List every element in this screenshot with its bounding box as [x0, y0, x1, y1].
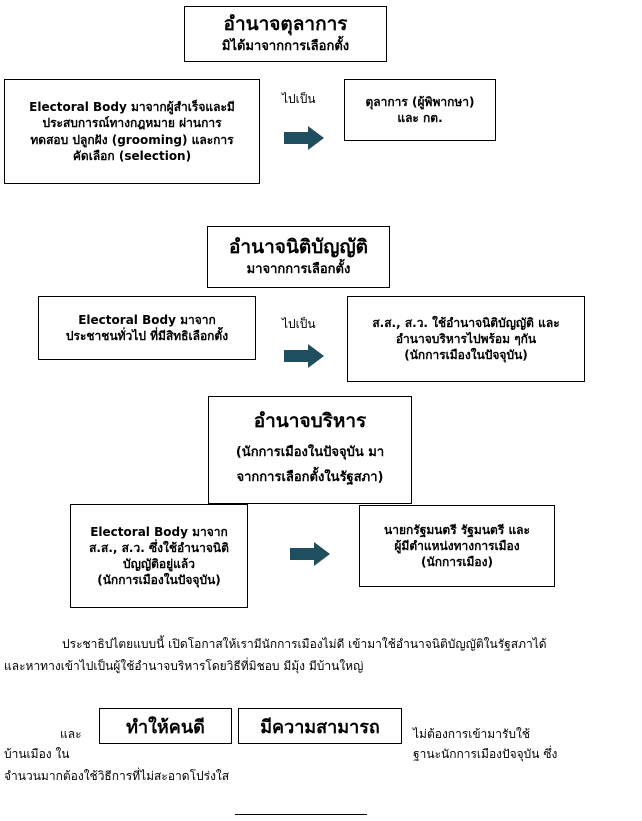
executive-source-line: ส.ส., ส.ว. ซึ่งใช้อำนาจนิติ	[89, 540, 229, 555]
judicial-target-box	[344, 79, 496, 141]
bottom-left-line: บ้านเมือง ใน	[4, 747, 70, 761]
right-arrow-icon	[284, 126, 324, 150]
judicial-title: อำนาจตุลาการ	[223, 13, 348, 36]
legislative-target-box	[347, 296, 585, 382]
capable-box: มีความสามารถ	[238, 708, 402, 744]
judicial-target-line: และ กต.	[397, 111, 443, 125]
executive-source-box	[70, 504, 248, 608]
judicial-subtitle: มิได้มาจากการเลือกตั้ง	[221, 39, 350, 55]
right-arrow-icon	[284, 344, 324, 368]
executive-target-line: นายกรัฐมนตรี รัฐมนตรี และ	[384, 522, 530, 537]
bottom-right-line: ไม่ต้องการเข้ามารับใช้	[413, 727, 531, 741]
legislative-subtitle: มาจากการเลือกตั้ง	[246, 262, 351, 278]
judicial-source-line: ประสบการณ์ทางกฎหมาย ผ่านการ	[42, 116, 222, 131]
legislative-target-line: ส.ส., ส.ว. ใช้อำนาจนิติบัญญัติ และ	[372, 315, 560, 330]
judicial-becomes-label: ไปเป็น	[282, 92, 316, 106]
executive-subtitle-line: (นักการเมืองในปัจจุบัน มา	[235, 445, 385, 461]
paragraph-line: ประชาธิปไตยแบบนี้ เปิดโอกาสให้เรามีนักการเมืองไม่ดี เข้ามาใช้อำนาจนิติบัญญัติในรัฐสภาได้	[62, 637, 547, 651]
executive-target-box	[359, 505, 555, 587]
judicial-source-line: คัดเลือก (selection)	[72, 148, 192, 163]
legislative-source-line: ประชาชนทั่วไป ที่มีสิทธิเลือกตั้ง	[65, 329, 229, 343]
legislative-title: อำนาจนิติบัญญัติ	[229, 236, 368, 259]
legislative-target-line: อำนาจบริหารไปพร้อม ๆกัน	[395, 331, 537, 346]
right-arrow-icon	[290, 542, 330, 566]
good-people-box: ทำให้คนดี	[99, 708, 232, 744]
judicial-source-line: ทดสอบ ปลูกฝัง (grooming) และการ	[30, 132, 234, 147]
paragraph-line: และหาทางเข้าไปเป็นผู้ใช้อำนาจบริหารโดยวิธีที่มิชอบ มีมุ้ง มีบ้านใหญ่	[4, 659, 364, 673]
legislative-target-line: (นักการเมืองในปัจจุบัน)	[404, 348, 528, 363]
bottom-left-line: จำนวนมากต้องใช้วิธีการที่ไม่สะอาดโปร่งใส	[4, 769, 230, 783]
executive-source-line: (นักการเมืองในปัจจุบัน)	[97, 573, 221, 588]
executive-title-box	[208, 396, 412, 504]
footer-divider	[235, 814, 367, 815]
executive-target-line: (นักการเมือง)	[421, 555, 493, 570]
bottom-and-label: และ	[60, 727, 82, 741]
judicial-source-line: Electoral Body มาจากผู้สำเร็จและมี	[29, 100, 235, 115]
executive-source-line: Electoral Body มาจาก	[90, 524, 228, 539]
executive-target-line: ผู้มีตำแหน่งทางการเมือง	[394, 538, 520, 553]
legislative-source-line: Electoral Body มาจาก	[78, 312, 216, 327]
bottom-right-line: ฐานะนักการเมืองปัจจุบัน ซึ่ง	[413, 747, 558, 761]
legislative-becomes-label: ไปเป็น	[282, 317, 316, 331]
judicial-title-box	[184, 6, 387, 62]
executive-title: อำนาจบริหาร	[253, 410, 367, 433]
executive-source-line: บัญญัติอยู่แล้ว	[123, 557, 195, 571]
executive-subtitle-line: จากการเลือกตั้งในรัฐสภา)	[236, 469, 384, 485]
judicial-source-box	[4, 79, 260, 184]
legislative-title-box	[207, 226, 390, 288]
legislative-source-box	[38, 296, 256, 360]
judicial-target-line: ตุลาการ (ผู้พิพากษา)	[365, 94, 475, 109]
